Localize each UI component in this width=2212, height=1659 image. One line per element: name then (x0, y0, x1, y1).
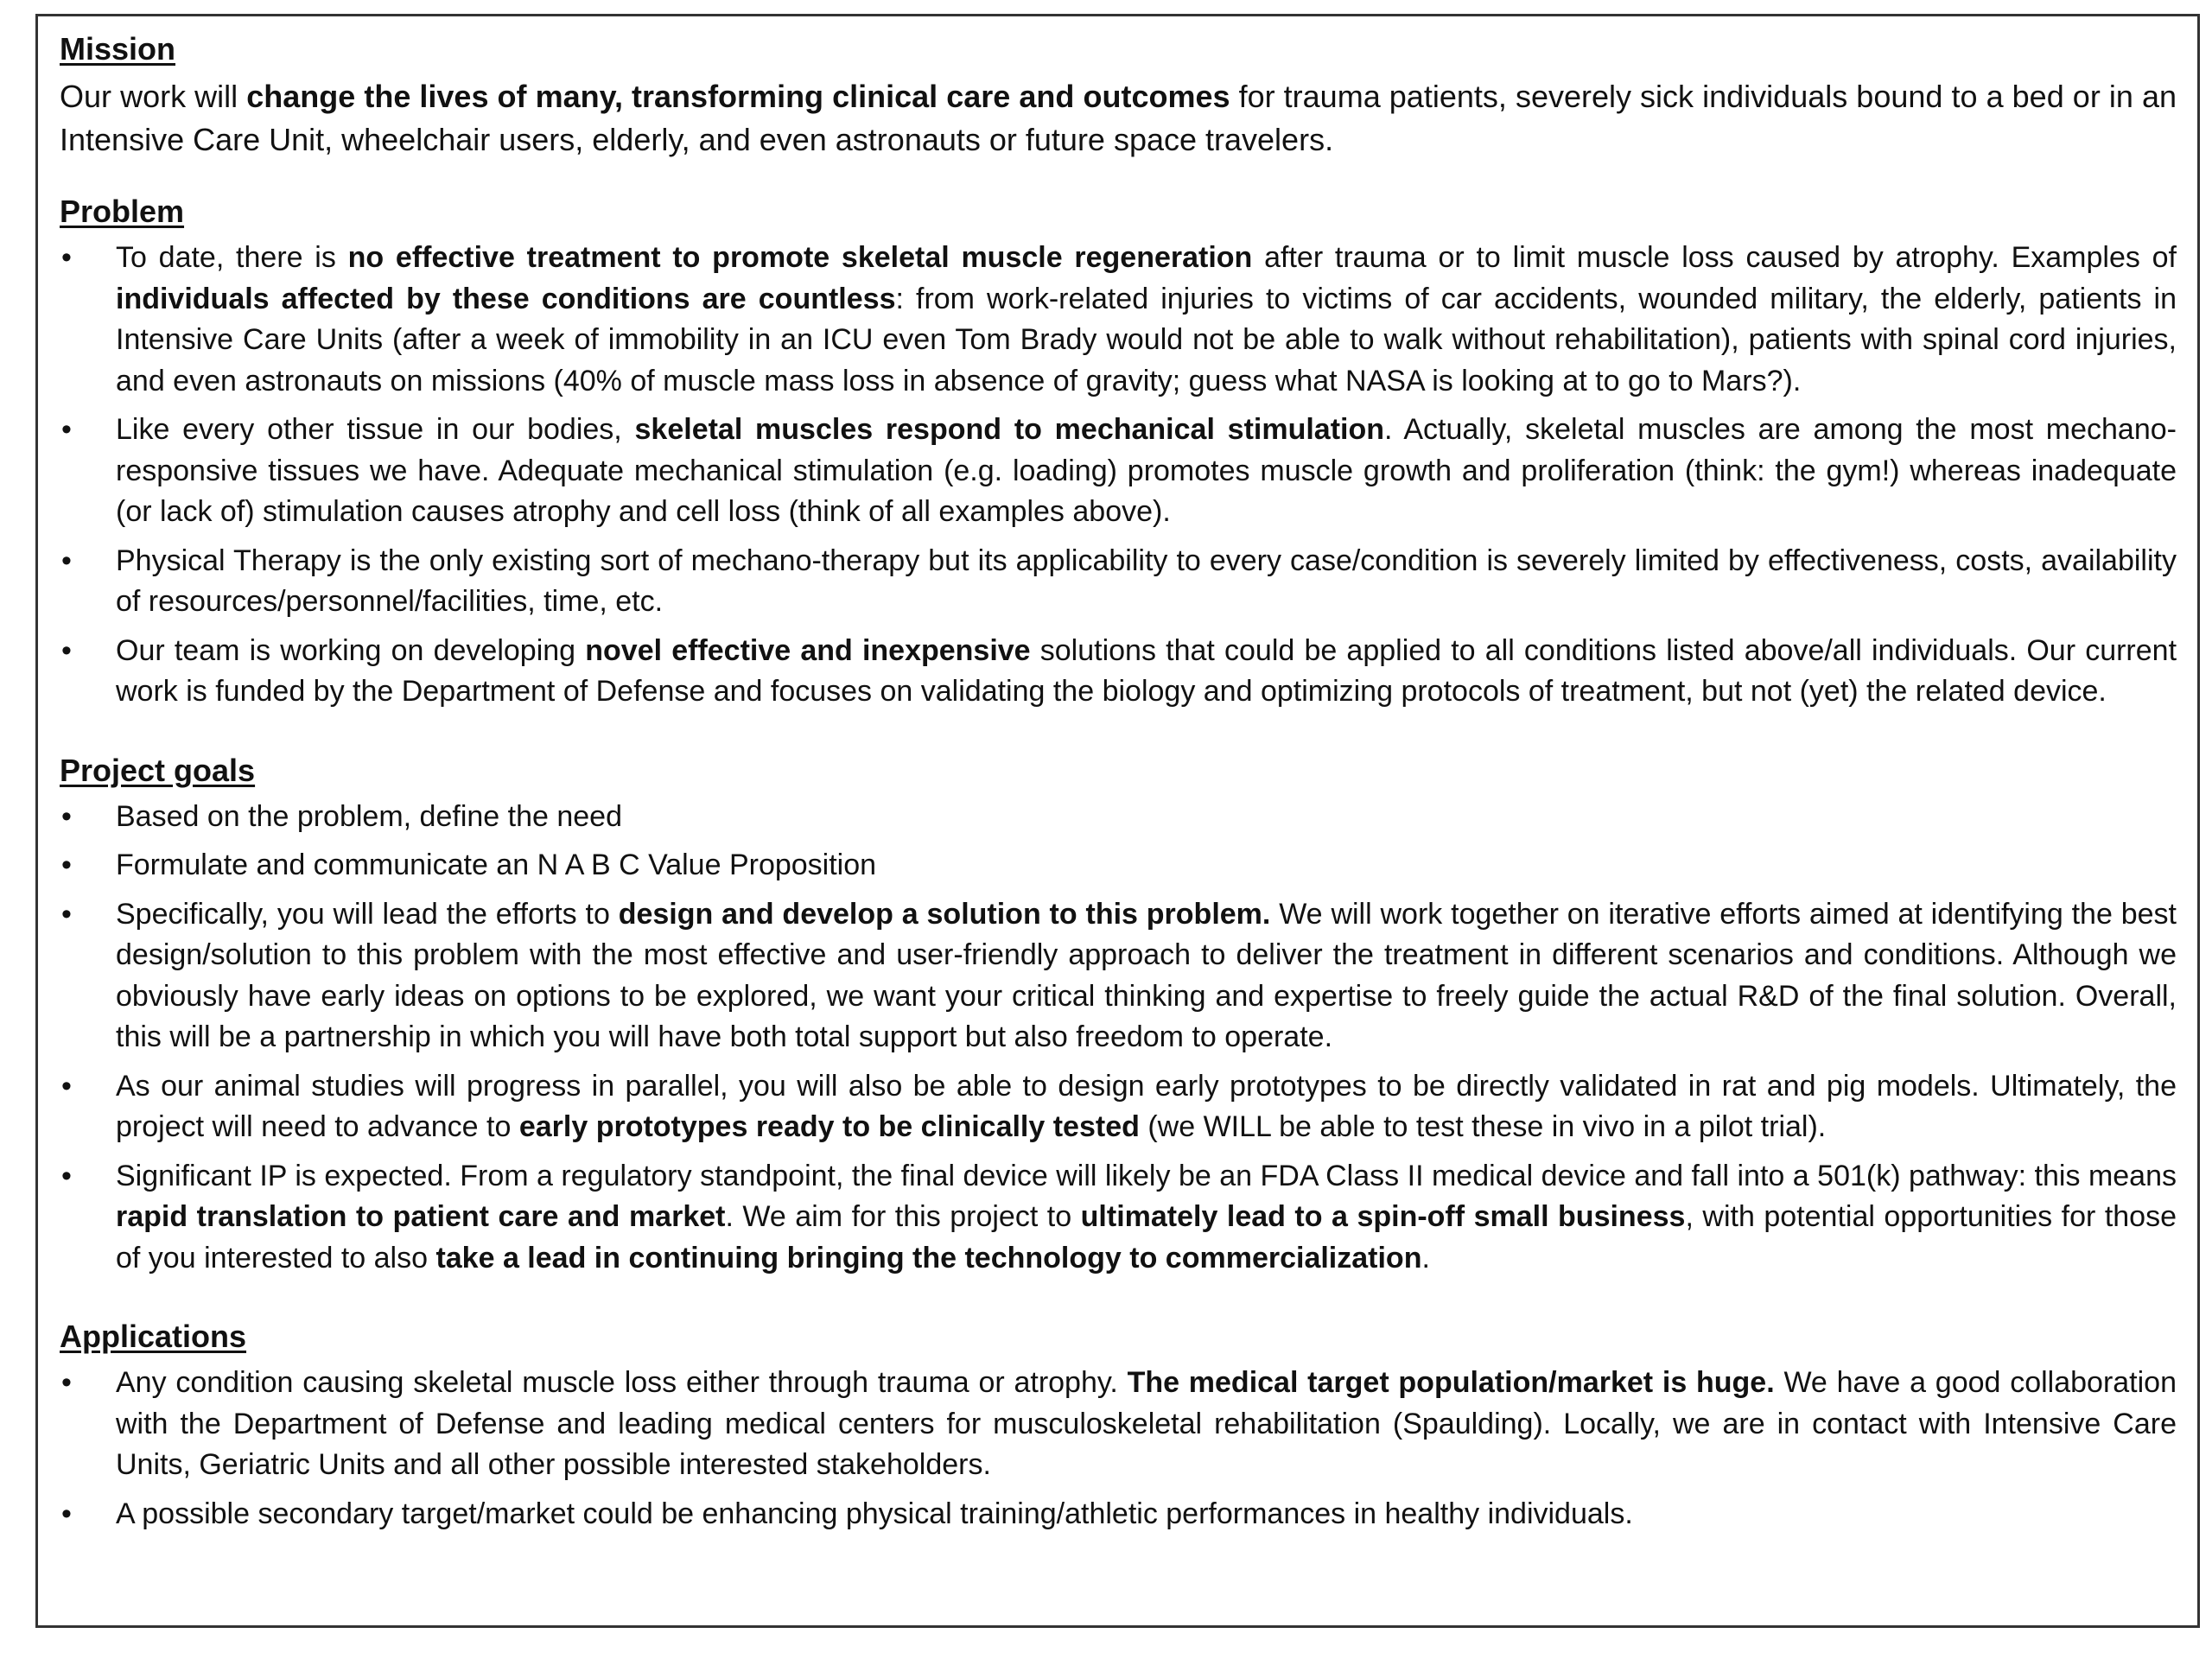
section-spacer (60, 1287, 2177, 1316)
text-run: We have a good collaboration with the Department of Defense and leading medical centers for musculoskeletal rehabilitation (Spaulding). Locally, we are in contact with Intensive Care Units, Geriatric Units and all other possible interested stakeholders. (116, 1366, 2177, 1481)
applications-bullet-text (116, 1366, 2177, 1481)
text-run: , with potential opportunities for those of you interested to also (116, 1200, 2177, 1274)
project-goals-bullet-4 (60, 1066, 2177, 1148)
applications-bullet-2 (60, 1494, 2177, 1535)
mission-heading: Mission (60, 31, 176, 67)
problem-bullet-text (116, 634, 2177, 709)
bullet-glyph: • (61, 799, 72, 833)
project-goals-heading: Project goals (60, 752, 256, 788)
project-goals-bullet-5 (60, 1156, 2177, 1280)
applications-heading: Applications (60, 1319, 247, 1354)
bold-phrase: skeletal muscles respond to mechanical stimulation (634, 413, 1385, 446)
project-goals-bullet-text (116, 1160, 2177, 1274)
bullet-glyph: • (61, 413, 72, 446)
problem-bullet-1 (60, 238, 2177, 402)
section-spacer (60, 721, 2177, 750)
problem-bullet-text (116, 544, 2177, 619)
bullet-glyph: • (61, 849, 72, 881)
text-run: after trauma or to limit muscle loss caused by atrophy. Examples of (1252, 241, 2177, 274)
text-run: Any condition causing skeletal muscle loss either through trauma or atrophy. (116, 1366, 1128, 1399)
project-goals-bullet-2 (60, 845, 2177, 887)
problem-heading: Problem (60, 194, 185, 229)
bullet-glyph: • (61, 241, 72, 274)
text-run: : from work-related injuries to victims of car accidents, wounded military, the elderly, patients in Intensive Care Units (after a week of immobility in an ICU even Tom Brady would not be able to walk without rehabilitation), patients with spinal cord injuries, and even astronauts on missions (40% of muscle mass loss in absence of gravity; guess what NASA is looking at to go to Mars?). (116, 282, 2177, 397)
applications-bullet-text (116, 1497, 1633, 1530)
bold-phrase: rapid translation to patient care and market (116, 1200, 726, 1233)
project-goals-bullet-3 (60, 894, 2177, 1058)
text-run: A possible secondary target/market could be enhancing physical training/athletic performances in healthy individuals. (116, 1497, 1633, 1530)
problem-bullet-text (116, 413, 2177, 528)
text-run: solutions that could be applied to all conditions listed above/all individuals. Our current work is funded by the Department of Defense and focuses on validating the biology and optimizing protocols of treatment, but not (yet) the related device. (116, 633, 2177, 708)
text-run: . Actually, skeletal muscles are among the most mechano-responsive tissues we have. Adequate mechanical stimulation (e.g. loading) promotes muscle growth and proliferation (think: the gym!) whereas inadequate (or lack of) stimulation causes atrophy and cell loss (think of all examples above). (116, 413, 2177, 528)
bullet-glyph: • (61, 1497, 72, 1530)
project-goals-bullet-text (116, 1070, 2177, 1144)
problem-list (60, 238, 2177, 713)
applications-section (60, 1316, 2177, 1535)
bold-phrase: change the lives of many, transforming clinical care and outcomes (246, 79, 1230, 114)
text-run: Based on the problem, define the need (116, 799, 622, 833)
bullet-glyph: • (61, 1159, 72, 1192)
bullet-glyph: • (61, 543, 72, 577)
problem-bullet-3 (60, 541, 2177, 623)
project-goals-section (60, 750, 2177, 1280)
bold-phrase: take a lead in continuing bringing the technology to commercialization (435, 1241, 1422, 1274)
text-run: . (1421, 1241, 1430, 1274)
problem-bullet-4 (60, 631, 2177, 713)
mission-section (60, 29, 2177, 162)
text-run: Formulate and communicate an N A B C Value Proposition (116, 849, 877, 881)
bold-phrase: design and develop a solution to this problem. (618, 897, 1271, 931)
bullet-glyph: • (61, 1366, 72, 1399)
document-frame (35, 14, 2200, 1628)
text-run: Our work will (60, 79, 247, 114)
bold-phrase: novel effective and inexpensive (585, 633, 1031, 667)
bullet-glyph: • (61, 897, 72, 931)
text-run: Significant IP is expected. From a regulatory standpoint, the final device will likely be an FDA Class II medical device and fall into a 501(k) pathway: this means (116, 1159, 2177, 1192)
bullet-glyph: • (61, 633, 72, 667)
text-run: Like every other tissue in our bodies, (116, 413, 635, 446)
text-run: Specifically, you will lead the efforts to (116, 897, 619, 931)
applications-list (60, 1363, 2177, 1535)
project-goals-bullet-text (116, 849, 876, 881)
applications-bullet-1 (60, 1363, 2177, 1486)
section-spacer (60, 162, 2177, 191)
project-goals-bullet-1 (60, 797, 2177, 838)
text-run: As our animal studies will progress in parallel, you will also be able to design early prototypes to be directly validated in rat and pig models. Ultimately, the project will need to advance to (116, 1069, 2177, 1143)
project-goals-bullet-text (116, 800, 622, 833)
project-goals-bullet-text (116, 898, 2177, 1054)
text-run: To date, there is (116, 241, 348, 274)
bold-phrase: The medical target population/market is huge. (1127, 1366, 1775, 1399)
bold-phrase: ultimately lead to a spin-off small business (1080, 1200, 1686, 1233)
text-run: Physical Therapy is the only existing sort of mechano-therapy but its applicability to every case/condition is severely limited by effectiveness, costs, availability of resources/personnel/facilities, time, etc. (116, 543, 2177, 618)
problem-section (60, 191, 2177, 713)
text-run: Our team is working on developing (116, 633, 586, 667)
bold-phrase: individuals affected by these conditions are countless (116, 282, 896, 315)
text-run: We will work together on iterative efforts aimed at identifying the best design/solution to this problem with the most effective and user-friendly approach to deliver the treatment in different scenarios and conditions. Although we obviously have early ideas on options to be explored, we want your critical thinking and expertise to freely guide the actual R&D of the final solution. Overall, this will be a partnership in which you will have both total support but also freedom to operate. (116, 897, 2177, 1053)
bullet-glyph: • (61, 1069, 72, 1103)
problem-bullet-text (116, 241, 2177, 397)
bold-phrase: early prototypes ready to be clinically tested (518, 1110, 1140, 1143)
problem-bullet-2 (60, 410, 2177, 533)
text-run: (we WILL be able to test these in vivo in a pilot trial). (1139, 1110, 1827, 1143)
project-goals-list (60, 797, 2177, 1280)
mission-paragraph (60, 75, 2177, 162)
text-run: for trauma patients, severely sick individuals bound to a bed or in an Intensive Care Unit, wheelchair users, elderly, and even astronauts or future space travelers. (60, 79, 2177, 157)
text-run: . We aim for this project to (725, 1200, 1081, 1233)
bold-phrase: no effective treatment to promote skeletal muscle regeneration (347, 241, 1253, 274)
